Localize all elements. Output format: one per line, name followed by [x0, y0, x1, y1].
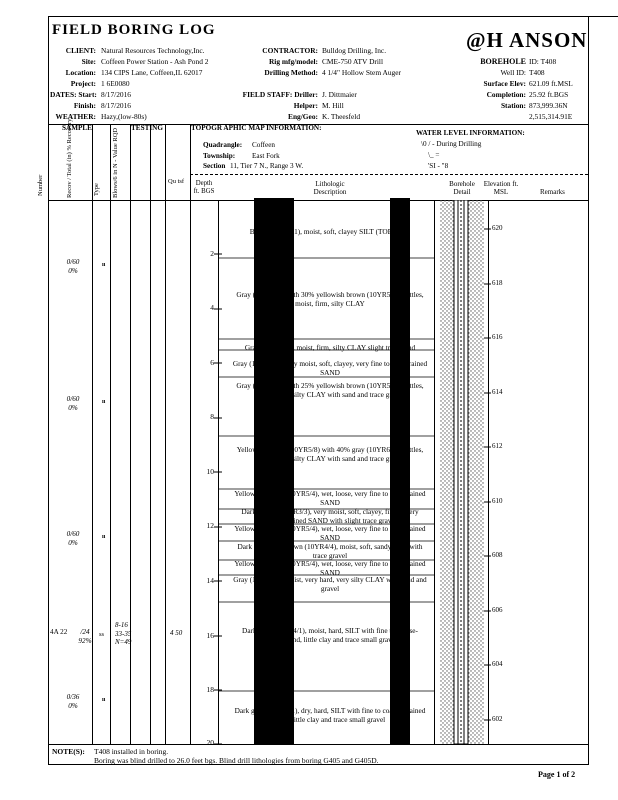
section-label: Section — [203, 162, 226, 170]
col-blows: Blows/6 in N - Value RQD — [112, 127, 119, 198]
sample-type-mark: ıı — [102, 262, 106, 268]
lith-desc: Yellowish brown (10YR5/4), wet, loose, very fine to fine-grained SAND — [234, 524, 426, 542]
elev-tick: 612 — [492, 442, 503, 450]
lith-desc: Gray (10YR6/1), very moist, soft, clayey, very fine to fine-grained SAND — [232, 359, 428, 377]
col-rule — [92, 124, 93, 744]
elev-tick: 606 — [492, 606, 503, 614]
col-depth: Depth ft. BGS — [193, 180, 215, 195]
col-rule — [190, 124, 191, 744]
col-rule — [434, 200, 435, 744]
water-line-3: 'SI - "8 — [428, 162, 449, 170]
lith-desc: Dark gray (10YR4/1), moist, hard, SILT with fine to coarse-grained sand, little clay and trace small gravel — [242, 626, 418, 644]
water-line-2: \_ = — [428, 151, 440, 159]
lith-desc: Yellowish brown (10YR5/8) with 40% gray (10YR6/1) mottles, moist, firm, silty CLAY with sand and trace gravel — [236, 445, 424, 463]
col-remarks: Remarks — [540, 188, 565, 196]
qu-value: 4 50 — [170, 629, 183, 637]
sample-recovery: /24 92% — [78, 628, 92, 645]
notes-label: NOTE(S): — [52, 747, 85, 756]
lith-desc: Dark brown (10YR3/3), very moist, soft, clayey, fine to very coarse-grained SAND with slight trace gravel — [241, 507, 419, 525]
col-testing: Qu tsf — [168, 178, 185, 185]
start-date: 8/17/2016 — [101, 90, 131, 99]
rig-value: CME-750 ATV Drill — [322, 57, 384, 66]
lith-desc: Dark yellowish brown (10YR4/4), moist, soft, sandy SILT with trace gravel — [237, 542, 423, 560]
site-value: Coffeen Power Station - Ash Pond 2 — [101, 57, 209, 66]
redaction-bar — [254, 198, 294, 744]
depth-tick: 18 — [206, 685, 214, 694]
township-value: East Fork — [252, 152, 280, 160]
water-level-dashline — [190, 174, 588, 175]
driller-value: J. Dittmaier — [322, 90, 357, 99]
depth-tick: 16 — [206, 631, 214, 640]
helper-value: M. Hill — [322, 101, 344, 110]
depth-tick: 6 — [210, 358, 214, 367]
elev-tick: 604 — [492, 660, 503, 668]
water-line-1: \0 / - During Drilling — [421, 140, 482, 148]
borehole-id: ID: T408 — [529, 57, 557, 66]
well-diagram — [436, 200, 488, 745]
col-recovery: Recov / Total (in) % Recovery — [66, 118, 73, 198]
depth-tick: 14 — [206, 576, 214, 585]
water-heading: WATER LEVEL INFORMATION: — [416, 129, 525, 137]
surface-elev: 621.09 ft.MSL — [529, 79, 573, 88]
frame-left — [48, 16, 49, 764]
finish-date: 8/17/2016 — [101, 101, 131, 110]
quadrangle-label: Quadrangle: — [203, 141, 243, 149]
col-borehole-detail: Borehole Detail — [449, 180, 475, 196]
client-value: Natural Resources Technology,Inc. — [101, 46, 205, 55]
eng-value: K. Theesfeld — [322, 112, 361, 121]
blow-counts: 8-16 33-35 N=49 — [115, 621, 132, 646]
depth-tick: 8 — [210, 412, 214, 421]
col-rule — [165, 124, 166, 744]
frame-top — [48, 16, 618, 17]
project-value: 1 6E0080 — [101, 79, 130, 88]
col-type: Type — [93, 183, 100, 196]
sample-type-mark: ıı — [102, 697, 106, 703]
col-number: Number — [37, 174, 44, 196]
well-id: T408 — [529, 68, 545, 77]
depth-tick: 20 — [206, 738, 214, 747]
elev-tick: 602 — [492, 715, 503, 723]
method-value: 4 1/4" Hollow Stem Auger — [322, 68, 401, 77]
station-east: 2,515,314.91E — [529, 112, 573, 121]
hanson-logo: @H ANSON — [466, 28, 588, 52]
sample-heading: SAMPLE — [62, 124, 92, 132]
lith-desc: Black (10YR2/1), moist, soft, clayey SILT (TOPSOIL) — [249, 227, 411, 236]
depth-tick: 4 — [210, 303, 214, 312]
elev-tick: 610 — [492, 497, 503, 505]
location-value: 134 CIPS Lane, Coffeen,IL 62017 — [101, 68, 203, 77]
lith-desc: Dark gray (10YR4/1), dry, hard, SILT with fine to coarse-grained sand, little clay and trace small gravel — [234, 706, 426, 724]
elev-tick: 616 — [492, 333, 503, 341]
elev-tick: 608 — [492, 551, 503, 559]
lith-desc: Gray (10YR6/1) with 30% yellowish brown (10YR5/8) mottles, moist, firm, silty CLAY — [236, 290, 424, 308]
sample-type-mark: ıı — [102, 399, 106, 405]
notes-line-1: T408 installed in boring. — [94, 747, 169, 756]
weather-value: Hazy,(low-80s) — [101, 112, 147, 121]
station-north: 873,999.36N — [529, 101, 568, 110]
col-rule — [110, 124, 111, 744]
col-lithologic: Lithologic Description — [313, 180, 347, 196]
elev-tick: 614 — [492, 388, 503, 396]
sample-recovery: 0/36 0% — [66, 693, 80, 710]
section-value: 11, Tier 7 N., Range 3 W. — [230, 162, 304, 170]
notes-line-2: Boring was blind drilled to 26.0 feet bgs. Blind drill lithologies from boring G405 and G405D. — [94, 756, 379, 765]
sample-number: 4A 22 — [50, 628, 68, 636]
topo-heading: TOPOGR APHIC MAP INFORMATION: — [191, 124, 322, 132]
col-elevation: Elevation ft. MSL — [483, 180, 519, 196]
testing-heading: TESTING — [131, 124, 163, 132]
depth-tick: 10 — [206, 467, 214, 476]
depth-tick: 2 — [210, 249, 214, 258]
sample-recovery: 0/60 0% — [66, 258, 80, 275]
completion-depth: 25.92 ft.BGS — [529, 90, 569, 99]
redaction-bar — [390, 198, 410, 744]
col-rule — [130, 124, 131, 744]
township-label: Township: — [203, 152, 236, 160]
depth-tick: 12 — [206, 521, 214, 530]
lith-desc: Yellowish brown (10YR5/4), wet, loose, very fine to fine-grained SAND — [234, 489, 426, 507]
lith-desc: Gray (10YR6/1), moist, very hard, very silty CLAY with sand and gravel — [233, 575, 427, 593]
elev-tick: 620 — [492, 224, 503, 232]
col-rule — [150, 124, 151, 744]
quadrangle-value: Coffeen — [252, 141, 276, 149]
sample-recovery: 0/60 0% — [66, 530, 80, 547]
log-title: FIELD BORING LOG — [52, 22, 216, 38]
elev-tick: 618 — [492, 279, 503, 287]
lith-desc: Gray (10YR6/1) with 25% yellowish brown (10YR5/8) mottles, moist, firm, silty CLAY with sand and trace gravel — [236, 381, 424, 399]
sample-recovery: 0/60 0% — [66, 395, 80, 412]
contractor-value: Bulldog Drilling, Inc. — [322, 46, 387, 55]
sample-type: ss — [99, 631, 105, 638]
sample-type-mark: ıı — [102, 534, 106, 540]
page-number: Page 1 of 2 — [538, 770, 576, 779]
frame-right — [588, 16, 589, 764]
lith-desc: Gray (10YR6/1), moist, firm, silty CLAY slight trace sand — [244, 343, 416, 352]
lith-desc: Yellowish brown (10YR5/4), wet, loose, very fine to fine-grained SAND — [234, 559, 426, 577]
